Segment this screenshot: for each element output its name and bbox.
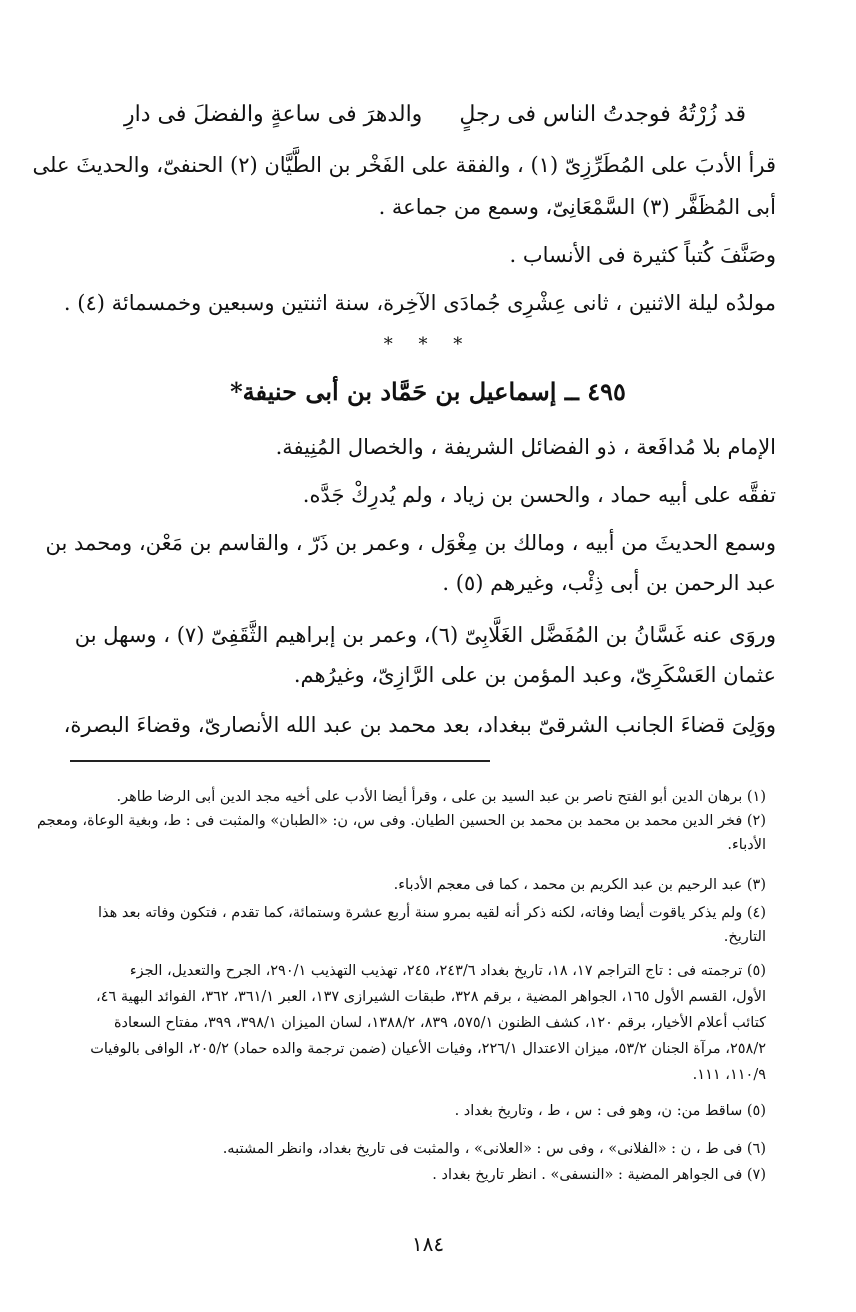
footnote-7: (٧) فى الجواهر المضية : «النسفى» . انظر تاريخ بغداد . — [432, 1167, 766, 1183]
page-number: ١٨٤ — [411, 1232, 445, 1256]
footnote-1: (١) برهان الدين أبو الفتح ناصر بن عبد السيد بن على ، وقرأ أيضا الأدب على أخيه مجد الدين أبى الرضا طاهر. — [116, 789, 766, 805]
footnote-6: (٦) فى ط ، ن : «الفلانى» ، وفى س : «العلانى» ، والمثبت فى تاريخ بغداد، وانظر المشتبه. — [222, 1141, 766, 1157]
entry-495-heading: ٤٩٥ ــ إسماعيل بن حَمَّاد بن أبى حنيفة* — [230, 377, 626, 406]
footnote-5b: (٥) ساقط من: ن، وهو فى : س ، ط ، وتاريخ بغداد . — [454, 1103, 766, 1119]
entry-495-line-2: تفقَّه على أبيه حماد ، والحسن بن زياد ، ولم يُدرِكْ جَدَّه. — [302, 483, 776, 507]
entry-495-line-1: الإمام بلا مُدافَعة ، ذو الفضائل الشريفة ، والخصال المُنِيفة. — [275, 435, 776, 459]
entry-494-line-2: أبى المُظَفَّر (٣) السَّمْعَانِىّ، وسمع من جماعة . — [378, 195, 776, 219]
entry-495-line-3: وسمع الحديثَ من أبيه ، ومالك بن مِغْوَل ، وعمر بن ذَرّ ، والقاسم بن مَعْن، ومحمد بن — [45, 531, 776, 555]
footnote-3: (٣) عبد الرحيم بن عبد الكريم بن محمد ، كما فى معجم الأدباء. — [393, 877, 766, 893]
entry-495-line-4: عبد الرحمن بن أبى ذِئْب، وغيرهم (٥) . — [442, 571, 776, 595]
footnote-5-line-1: (٥) ترجمته فى : تاج التراجم ١٧، ١٨، تاريخ بغداد ٢٤٣/٦، ٢٤٥، تهذيب التهذيب ٢٩٠/١، الجرح والتعديل، الجزء — [129, 963, 766, 979]
footnote-4-cont: التاريخ. — [723, 929, 766, 945]
entry-495-line-7: ووَلِىَ قضاءَ الجانب الشرقىّ ببغداد، بعد محمد بن عبد الله الأنصارىّ، وقضاءَ البصرة، — [63, 713, 776, 737]
footnote-5-line-2: الأول، القسم الأول ١٦٥، الجواهر المضية ، برقم ٣٢٨، طبقات الشيرازى ١٣٧، العبر ٣٦١/١، ٣٦٢، الفوائد البهية ٤٦، — [95, 989, 766, 1005]
entry-494-line-1: قرأ الأدبَ على المُطَرِّزِىّ (١) ، والفقة على الفَخْر بن الطَّيَّان (٢) الحنفىّ، والحديثَ على — [32, 153, 776, 177]
footnote-5-line-4: ٢٥٨/٢، مرآة الجنان ٥٣/٢، ميزان الاعتدال ٢٢٦/١، وفيات الأعيان (ضمن ترجمة والده حماد) ٢٠٥/٢، الوافى بالوفيات — [90, 1041, 766, 1057]
footnote-divider — [70, 760, 490, 762]
entry-494-line-3: وصَنَّفَ كُتباً كثيرة فى الأنساب . — [509, 243, 776, 267]
section-separator: * * * — [383, 334, 473, 355]
verse-line — [110, 98, 746, 132]
footnote-4: (٤) ولم يذكر ياقوت أيضا وفاته، لكنه ذكر أنه لقيه بمرو سنة أربع عشرة وستمائة، كما تقدم ، فتكون وفاته بعد هذا — [97, 905, 766, 921]
footnote-5-line-3: كتائب أعلام الأخيار، برقم ١٢٠، كشف الظنون ٥٧٥/١، ٨٣٩، ١٣٨٨/٢، لسان الميزان ٣٩٨/١، ٣٩٩، مفتاح السعادة — [113, 1015, 766, 1031]
entry-495-line-6: عثمان العَسْكَرِىّ، وعبد المؤمن بن على الرَّازِىّ، وغيرُهم. — [293, 663, 776, 687]
verse-hemistich-2: والدهرَ فى ساعةٍ والفضلَ فى دارِ — [124, 102, 423, 127]
verse-hemistich-1: قد زُرْتُهُ فوجدتُ الناس فى رجلٍ — [459, 102, 746, 127]
footnote-5-line-5: ١١٠/٩، ١١١. — [692, 1067, 766, 1083]
footnote-2-cont: الأدباء. — [727, 837, 766, 853]
entry-494-line-4: مولدُه ليلة الاثنين ، ثانى عِشْرِى جُمادَى الآخِرة، سنة اثنتين وسبعين وخمسمائة (٤) . — [63, 291, 776, 315]
entry-495-line-5: وروَى عنه غَسَّانُ بن المُفَضَّل الغَلَّابِىّ (٦)، وعمر بن إبراهيم الثَّقَفِىّ (٧) ، وسهل بن — [74, 623, 776, 647]
footnote-2: (٢) فخر الدين محمد بن محمد بن محمد بن الحسين الطيان. وفى س، ن: «الطبان» والمثبت فى : ط، وبغية الوعاة، ومعجم — [37, 813, 766, 829]
